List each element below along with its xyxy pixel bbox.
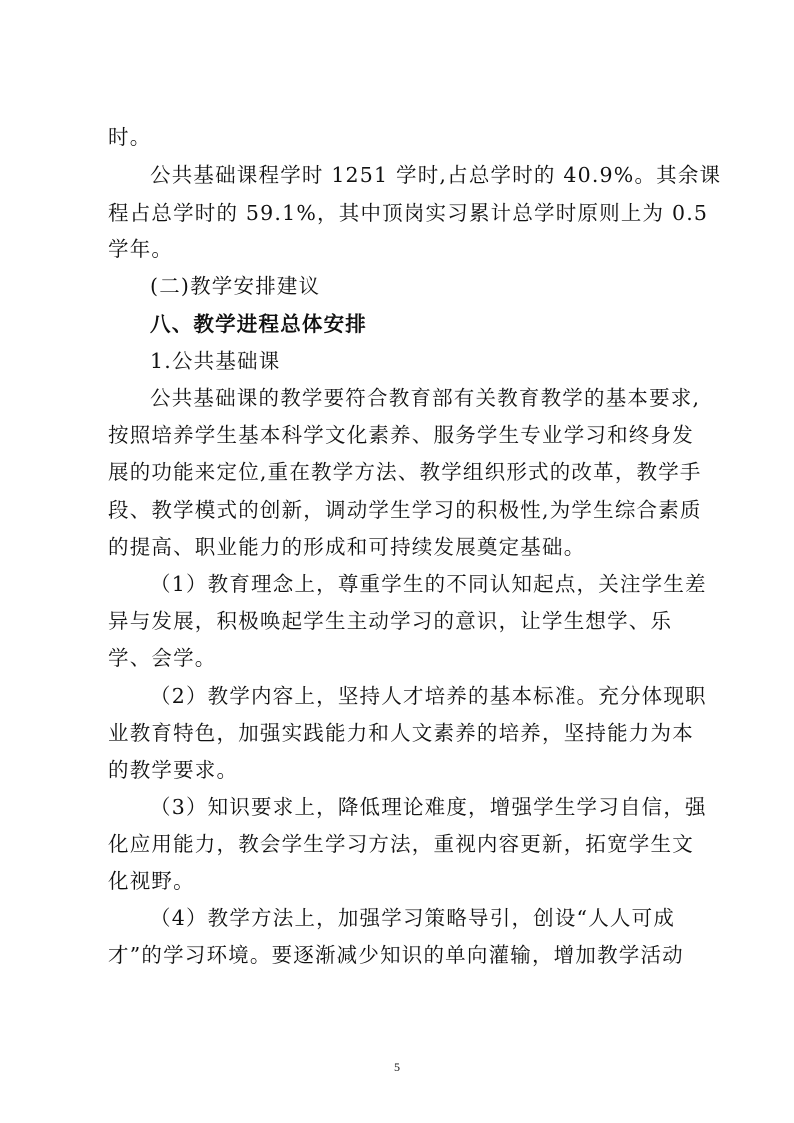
text-line: 异与发展，积极唤起学生主动学习的意识，让学生想学、乐 (108, 609, 673, 633)
text-line: （1）教育理念上，尊重学生的不同认知起点，关注学生差 (150, 572, 707, 596)
text-line: 业教育特色，加强实践能力和人文素养的培养，坚持能力为本 (108, 721, 694, 745)
text-line: 段、教学模式的创新，调动学生学习的积极性,为学生综合素质 (108, 498, 702, 522)
subsection-heading: 1.公共基础课 (150, 349, 281, 373)
text-line: 公共基础课程学时 1251 学时,占总学时的 40.9%。其余课 (150, 163, 722, 187)
text-line: 化视野。 (108, 869, 195, 893)
subsection-heading: (二)教学安排建议 (150, 274, 321, 298)
text-line: 的教学要求。 (108, 758, 239, 782)
text-line: 学、会学。 (108, 646, 217, 670)
text-line: 时。 (108, 125, 152, 149)
text-line: 展的功能来定位,重在教学方法、教学组织形式的改革，教学手 (108, 460, 702, 484)
text-line: 按照培养学生基本科学文化素养、服务学生专业学习和终身发 (108, 423, 694, 447)
text-line: 的提高、职业能力的形成和可持续发展奠定基础。 (108, 535, 586, 559)
section-heading: 八、教学进程总体安排 (150, 312, 367, 336)
text-line: 学年。 (108, 237, 174, 261)
page-number: 5 (394, 1060, 400, 1074)
text-line: （2）教学内容上，坚持人才培养的基本标准。充分体现职 (150, 684, 707, 708)
text-line: 程占总学时的 59.1%，其中顶岗实习累计总学时原则上为 0.5 (108, 201, 709, 225)
text-line: （4）教学方法上，加强学习策略导引，创设“人人可成 (150, 906, 676, 930)
text-line: （3）知识要求上，降低理论难度，增强学生学习自信，强 (150, 795, 707, 819)
text-line: 公共基础课的教学要符合教育部有关教育教学的基本要求, (150, 386, 701, 410)
text-line: 才”的学习环境。要逐渐减少知识的单向灌输，增加教学活动 (108, 943, 684, 967)
text-line: 化应用能力，教会学生学习方法，重视内容更新，拓宽学生文 (108, 832, 694, 856)
